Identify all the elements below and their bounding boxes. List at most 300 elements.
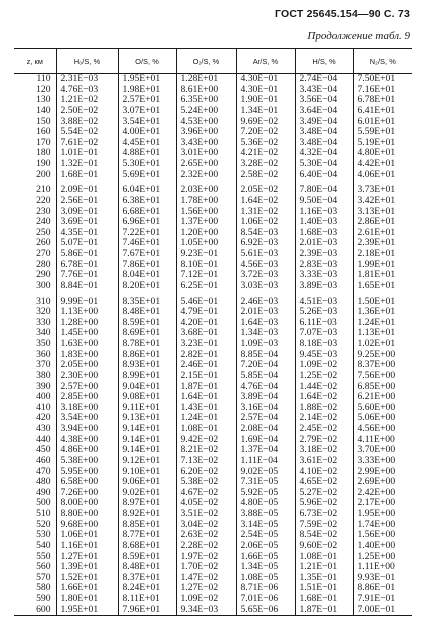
value-cell: 1.24E+01 bbox=[353, 318, 412, 329]
value-cell: 5.07E−01 bbox=[56, 238, 118, 249]
value-cell: 5.86E−01 bbox=[56, 249, 118, 260]
table-head bbox=[14, 49, 412, 74]
value-cell: 6.01E+01 bbox=[353, 117, 412, 128]
value-cell: 4.76E−03 bbox=[56, 85, 118, 96]
value-cell: 6.11E−03 bbox=[295, 318, 353, 329]
value-cell: 3.69E−01 bbox=[56, 217, 118, 228]
value-cell: 1.40E−03 bbox=[295, 217, 353, 228]
value-cell: 1.28E+01 bbox=[176, 74, 236, 85]
value-cell: 1.64E−02 bbox=[236, 196, 295, 207]
altitude-cell: 230 bbox=[36, 206, 51, 217]
value-cell: 2.86E+01 bbox=[353, 217, 412, 228]
data-table bbox=[14, 48, 412, 616]
value-cell: 6.68E+01 bbox=[118, 207, 176, 218]
column-header: O/S, % bbox=[118, 49, 176, 74]
value-cell: 2.30E+00 bbox=[56, 371, 118, 382]
value-cell: 2.85E+00 bbox=[56, 392, 118, 403]
value-cell: 2.09E−01 bbox=[56, 185, 118, 196]
table-row bbox=[14, 307, 412, 318]
value-cell: 8.78E+01 bbox=[118, 339, 176, 350]
value-cell: 2.31E−03 bbox=[56, 74, 118, 85]
value-cell: 4.76E−04 bbox=[236, 382, 295, 393]
value-cell: 2.45E−02 bbox=[295, 424, 353, 435]
value-cell: 4.56E+00 bbox=[353, 424, 412, 435]
value-cell: 1.08E−01 bbox=[176, 424, 236, 435]
value-cell: 8.48E+01 bbox=[118, 307, 176, 318]
value-cell: 4.20E−01 bbox=[176, 318, 236, 329]
value-cell: 6.25E−01 bbox=[176, 281, 236, 292]
value-cell: 6.85E+00 bbox=[353, 382, 412, 393]
table-row bbox=[14, 456, 412, 467]
value-cell: 1.90E−01 bbox=[236, 95, 295, 106]
value-cell: 1.01E−01 bbox=[56, 148, 118, 159]
value-cell: 4.05E−02 bbox=[176, 498, 236, 509]
value-cell: 8.10E−01 bbox=[176, 260, 236, 271]
value-cell: 4.79E−01 bbox=[176, 307, 236, 318]
value-cell: 2.18E+01 bbox=[353, 249, 412, 260]
value-cell: 1.09E−02 bbox=[295, 360, 353, 371]
value-cell: 1.81E+01 bbox=[353, 270, 412, 281]
altitude-cell: 320 bbox=[36, 307, 51, 318]
altitude-cell: 470 bbox=[36, 466, 51, 477]
value-cell: 1.39E+01 bbox=[56, 562, 118, 573]
value-cell: 7.61E−02 bbox=[56, 138, 118, 149]
value-cell: 6.04E+01 bbox=[118, 185, 176, 196]
altitude-cell: 510 bbox=[36, 509, 51, 519]
value-cell: 2.05E+00 bbox=[56, 360, 118, 371]
altitude-cell: 120 bbox=[36, 84, 51, 95]
table-body bbox=[14, 74, 412, 616]
value-cell: 7.07E−03 bbox=[295, 328, 353, 339]
value-cell: 3.13E+01 bbox=[353, 207, 412, 218]
value-cell: 2.58E−02 bbox=[236, 170, 295, 181]
value-cell: 1.70E−02 bbox=[176, 562, 236, 573]
value-cell: 8.00E+00 bbox=[56, 498, 118, 509]
value-cell: 9.45E−03 bbox=[295, 350, 353, 361]
value-cell: 4.30E−01 bbox=[236, 74, 295, 85]
value-cell: 8.20E+01 bbox=[118, 281, 176, 292]
value-cell: 4.56E−03 bbox=[236, 260, 295, 271]
value-cell: 4.45E+01 bbox=[118, 138, 176, 149]
value-cell: 4.00E+01 bbox=[118, 127, 176, 138]
value-cell: 6.73E−02 bbox=[295, 509, 353, 520]
value-cell: 3.33E+00 bbox=[353, 456, 412, 467]
standard-header: ГОСТ 25645.154—90 С. 73 bbox=[274, 8, 410, 20]
value-cell: 1.78E+00 bbox=[176, 196, 236, 207]
table-row bbox=[14, 297, 412, 308]
value-cell: 9.23E−01 bbox=[176, 249, 236, 260]
altitude-cell: 180 bbox=[36, 148, 51, 159]
value-cell: 4.30E−01 bbox=[236, 85, 295, 96]
value-cell: 8.92E+01 bbox=[118, 509, 176, 520]
value-cell: 1.11E−04 bbox=[236, 456, 295, 467]
value-cell: 9.25E+00 bbox=[353, 350, 412, 361]
value-cell: 4.32E−04 bbox=[295, 148, 353, 159]
table-row bbox=[14, 583, 412, 594]
value-cell: 1.44E−02 bbox=[295, 382, 353, 393]
table-row bbox=[14, 159, 412, 170]
table-row bbox=[14, 281, 412, 292]
value-cell: 1.31E−02 bbox=[236, 207, 295, 218]
table-row bbox=[14, 573, 412, 584]
value-cell: 9.14E+01 bbox=[118, 435, 176, 446]
altitude-cell: 150 bbox=[36, 116, 51, 127]
value-cell: 5.96E−02 bbox=[295, 498, 353, 509]
altitude-cell: 430 bbox=[36, 424, 51, 434]
value-cell: 1.65E+01 bbox=[353, 281, 412, 292]
value-cell: 3.56E−04 bbox=[295, 95, 353, 106]
table-row bbox=[14, 106, 412, 117]
value-cell: 7.22E+01 bbox=[118, 228, 176, 239]
value-cell: 1.20E+00 bbox=[176, 228, 236, 239]
value-cell: 1.51E−01 bbox=[295, 583, 353, 594]
table-row bbox=[14, 562, 412, 573]
value-cell: 3.89E−03 bbox=[295, 281, 353, 292]
value-cell: 7.12E−01 bbox=[176, 270, 236, 281]
value-cell: 1.97E−02 bbox=[176, 552, 236, 563]
table-row bbox=[14, 392, 412, 403]
value-cell: 2.39E−03 bbox=[295, 249, 353, 260]
altitude-cell: 580 bbox=[36, 583, 51, 594]
value-cell: 1.64E−02 bbox=[295, 392, 353, 403]
value-cell: 1.37E−04 bbox=[236, 445, 295, 456]
value-cell: 5.60E+00 bbox=[353, 403, 412, 414]
value-cell: 1.28E+00 bbox=[56, 318, 118, 329]
value-cell: 7.20E−04 bbox=[236, 360, 295, 371]
value-cell: 3.49E−04 bbox=[295, 117, 353, 128]
altitude-cell: 370 bbox=[36, 360, 51, 371]
value-cell: 3.88E−02 bbox=[56, 117, 118, 128]
value-cell: 2.99E+00 bbox=[353, 467, 412, 478]
value-cell: 8.24E+01 bbox=[118, 583, 176, 594]
value-cell: 1.68E−01 bbox=[56, 170, 118, 181]
value-cell: 1.64E−01 bbox=[176, 392, 236, 403]
altitude-cell: 290 bbox=[36, 270, 51, 281]
value-cell: 8.80E+00 bbox=[56, 509, 118, 520]
table-continuation-label: Продолжение табл. 9 bbox=[307, 30, 410, 42]
value-cell: 1.56E+00 bbox=[176, 207, 236, 218]
table-row bbox=[14, 170, 412, 181]
value-cell: 8.48E+01 bbox=[118, 562, 176, 573]
value-cell: 2.15E−01 bbox=[176, 371, 236, 382]
column-header: Ar/S, % bbox=[236, 49, 295, 74]
value-cell: 2.14E−02 bbox=[295, 413, 353, 424]
value-cell: 4.80E−05 bbox=[236, 498, 295, 509]
value-cell: 1.34E−03 bbox=[236, 328, 295, 339]
altitude-cell: 410 bbox=[36, 402, 51, 413]
value-cell: 9.93E−01 bbox=[353, 573, 412, 584]
value-cell: 8.85E−04 bbox=[236, 350, 295, 361]
value-cell: 4.42E+01 bbox=[353, 159, 412, 170]
table-row bbox=[14, 95, 412, 106]
value-cell: 4.65E−02 bbox=[295, 477, 353, 488]
value-cell: 2.01E−03 bbox=[236, 307, 295, 318]
value-cell: 1.34E−01 bbox=[236, 106, 295, 117]
altitude-cell: 500 bbox=[36, 498, 51, 509]
altitude-cell: 300 bbox=[36, 280, 51, 291]
altitude-cell: 340 bbox=[36, 328, 51, 339]
value-cell: 1.21E−02 bbox=[56, 95, 118, 106]
value-cell: 1.68E−01 bbox=[295, 594, 353, 605]
value-cell: 8.61E+00 bbox=[176, 85, 236, 96]
value-cell: 1.16E−03 bbox=[295, 207, 353, 218]
value-cell: 8.84E−01 bbox=[56, 281, 118, 292]
altitude-cell: 310 bbox=[36, 296, 51, 307]
value-cell: 3.16E−04 bbox=[236, 403, 295, 414]
value-cell: 7.13E−02 bbox=[176, 456, 236, 467]
table-row bbox=[14, 498, 412, 509]
value-cell: 2.57E−04 bbox=[236, 413, 295, 424]
value-cell: 6.58E+00 bbox=[56, 477, 118, 488]
value-cell: 2.32E+00 bbox=[176, 170, 236, 181]
altitude-cell: 200 bbox=[36, 169, 51, 180]
value-cell: 3.64E−04 bbox=[295, 106, 353, 117]
value-cell: 3.48E−04 bbox=[295, 138, 353, 149]
value-cell: 9.60E−02 bbox=[295, 541, 353, 552]
table-row bbox=[14, 605, 412, 616]
value-cell: 1.34E−05 bbox=[236, 562, 295, 573]
altitude-cell: 210 bbox=[36, 185, 51, 196]
value-cell: 3.33E−03 bbox=[295, 270, 353, 281]
value-cell: 3.18E−02 bbox=[295, 445, 353, 456]
value-cell: 1.74E+00 bbox=[353, 520, 412, 531]
altitude-cell: 280 bbox=[36, 259, 51, 270]
value-cell: 4.51E−03 bbox=[295, 297, 353, 308]
value-cell: 4.21E−02 bbox=[236, 148, 295, 159]
column-header: O₂/S, % bbox=[176, 49, 236, 74]
value-cell: 6.38E+01 bbox=[118, 196, 176, 207]
value-cell: 2.54E−05 bbox=[236, 530, 295, 541]
table-row bbox=[14, 403, 412, 414]
value-cell: 8.37E+01 bbox=[118, 573, 176, 584]
value-cell: 7.31E−05 bbox=[236, 477, 295, 488]
value-cell: 1.68E−03 bbox=[295, 228, 353, 239]
value-cell: 5.06E+00 bbox=[353, 413, 412, 424]
altitude-cell: 350 bbox=[36, 339, 51, 349]
value-cell: 1.87E−01 bbox=[176, 382, 236, 393]
table-row bbox=[14, 318, 412, 329]
value-cell: 2.50E−02 bbox=[56, 106, 118, 117]
column-header: z, км bbox=[14, 49, 56, 74]
value-cell: 7.96E+01 bbox=[118, 605, 176, 616]
value-cell: 2.46E−03 bbox=[236, 297, 295, 308]
value-cell: 5.85E−04 bbox=[236, 371, 295, 382]
value-cell: 3.23E−01 bbox=[176, 339, 236, 350]
value-cell: 7.00E−01 bbox=[353, 605, 412, 616]
value-cell: 1.06E−02 bbox=[236, 217, 295, 228]
value-cell: 5.30E−04 bbox=[295, 159, 353, 170]
altitude-cell: 490 bbox=[36, 487, 51, 498]
altitude-cell: 330 bbox=[36, 317, 51, 328]
value-cell: 8.86E+01 bbox=[118, 350, 176, 361]
value-cell: 8.59E+01 bbox=[118, 318, 176, 329]
value-cell: 2.05E−02 bbox=[236, 185, 295, 196]
value-cell: 8.35E+01 bbox=[118, 297, 176, 308]
value-cell: 2.69E+00 bbox=[353, 477, 412, 488]
value-cell: 1.08E−01 bbox=[295, 552, 353, 563]
value-cell: 4.38E+00 bbox=[56, 435, 118, 446]
value-cell: 2.79E−02 bbox=[295, 435, 353, 446]
value-cell: 3.54E+01 bbox=[118, 117, 176, 128]
table-row bbox=[14, 435, 412, 446]
value-cell: 7.80E−04 bbox=[295, 185, 353, 196]
value-cell: 1.21E−01 bbox=[295, 562, 353, 573]
value-cell: 5.38E−02 bbox=[176, 477, 236, 488]
value-cell: 7.20E−02 bbox=[236, 127, 295, 138]
altitude-cell: 110 bbox=[36, 73, 51, 84]
altitude-cell: 140 bbox=[36, 105, 51, 116]
value-cell: 6.35E+00 bbox=[176, 95, 236, 106]
value-cell: 7.26E+00 bbox=[56, 488, 118, 499]
value-cell: 9.02E−05 bbox=[236, 467, 295, 478]
value-cell: 7.46E+01 bbox=[118, 238, 176, 249]
value-cell: 6.21E+00 bbox=[353, 392, 412, 403]
value-cell: 7.56E+00 bbox=[353, 371, 412, 382]
altitude-cell: 480 bbox=[36, 477, 51, 488]
value-cell: 3.51E−02 bbox=[176, 509, 236, 520]
value-cell: 2.65E+00 bbox=[176, 159, 236, 170]
value-cell: 4.67E−02 bbox=[176, 488, 236, 499]
table-row bbox=[14, 238, 412, 249]
altitude-cell: 170 bbox=[36, 137, 51, 148]
value-cell: 1.37E+00 bbox=[176, 217, 236, 228]
value-cell: 3.61E−02 bbox=[295, 456, 353, 467]
value-cell: 1.63E+00 bbox=[56, 339, 118, 350]
table-row bbox=[14, 127, 412, 138]
value-cell: 9.13E+01 bbox=[118, 413, 176, 424]
value-cell: 5.27E−02 bbox=[295, 488, 353, 499]
value-cell: 1.95E+01 bbox=[56, 605, 118, 616]
table-row bbox=[14, 207, 412, 218]
value-cell: 9.02E+01 bbox=[118, 488, 176, 499]
altitude-cell: 540 bbox=[36, 540, 51, 551]
value-cell: 3.70E+00 bbox=[353, 445, 412, 456]
value-cell: 1.11E+00 bbox=[353, 562, 412, 573]
altitude-cell: 560 bbox=[36, 562, 51, 573]
value-cell: 9.69E−02 bbox=[236, 117, 295, 128]
value-cell: 7.67E+01 bbox=[118, 249, 176, 260]
altitude-cell: 570 bbox=[36, 572, 51, 583]
altitude-cell: 270 bbox=[36, 249, 51, 259]
table-row bbox=[14, 148, 412, 159]
table-row bbox=[14, 552, 412, 563]
value-cell: 7.01E−06 bbox=[236, 594, 295, 605]
value-cell: 6.96E+01 bbox=[118, 217, 176, 228]
value-cell: 2.74E−04 bbox=[295, 74, 353, 85]
altitude-cell: 420 bbox=[36, 413, 51, 424]
value-cell: 9.42E−02 bbox=[176, 435, 236, 446]
value-cell: 7.76E−01 bbox=[56, 270, 118, 281]
table-row bbox=[14, 520, 412, 531]
value-cell: 5.36E−02 bbox=[236, 138, 295, 149]
table-row bbox=[14, 249, 412, 260]
value-cell: 1.25E+00 bbox=[353, 552, 412, 563]
value-cell: 8.97E+01 bbox=[118, 498, 176, 509]
value-cell: 1.40E+00 bbox=[353, 541, 412, 552]
value-cell: 8.54E−03 bbox=[236, 228, 295, 239]
value-cell: 1.13E+00 bbox=[56, 307, 118, 318]
value-cell: 1.32E−01 bbox=[56, 159, 118, 170]
value-cell: 5.54E−02 bbox=[56, 127, 118, 138]
value-cell: 1.47E−02 bbox=[176, 573, 236, 584]
value-cell: 3.43E−04 bbox=[295, 85, 353, 96]
value-cell: 9.34E−03 bbox=[176, 605, 236, 616]
table-row bbox=[14, 185, 412, 196]
value-cell: 3.73E+01 bbox=[353, 185, 412, 196]
column-header: N₂/S, % bbox=[353, 49, 412, 74]
value-cell: 1.43E−01 bbox=[176, 403, 236, 414]
value-cell: 3.48E−04 bbox=[295, 127, 353, 138]
value-cell: 3.18E+00 bbox=[56, 403, 118, 414]
value-cell: 4.35E−01 bbox=[56, 228, 118, 239]
value-cell: 3.04E−02 bbox=[176, 520, 236, 531]
altitude-cell: 460 bbox=[36, 455, 51, 466]
value-cell: 8.37E+00 bbox=[353, 360, 412, 371]
value-cell: 9.14E+01 bbox=[118, 424, 176, 435]
table-row bbox=[14, 477, 412, 488]
value-cell: 6.20E−02 bbox=[176, 467, 236, 478]
value-cell: 8.69E+01 bbox=[118, 328, 176, 339]
value-cell: 5.26E−03 bbox=[295, 307, 353, 318]
value-cell: 8.86E−01 bbox=[353, 583, 412, 594]
value-cell: 5.95E+00 bbox=[56, 467, 118, 478]
table-row bbox=[14, 117, 412, 128]
value-cell: 1.09E−02 bbox=[176, 594, 236, 605]
value-cell: 7.86E+01 bbox=[118, 260, 176, 271]
value-cell: 4.80E+01 bbox=[353, 148, 412, 159]
value-cell: 7.50E+01 bbox=[353, 74, 412, 85]
value-cell: 7.59E−02 bbox=[295, 520, 353, 531]
value-cell: 9.11E+01 bbox=[118, 403, 176, 414]
table-row bbox=[14, 228, 412, 239]
table-row bbox=[14, 270, 412, 281]
value-cell: 3.01E+00 bbox=[176, 148, 236, 159]
altitude-cell: 250 bbox=[36, 227, 51, 238]
value-cell: 1.98E+01 bbox=[118, 85, 176, 96]
table-row bbox=[14, 85, 412, 96]
value-cell: 9.04E+01 bbox=[118, 382, 176, 393]
value-cell: 8.71E−06 bbox=[236, 583, 295, 594]
value-cell: 8.04E+01 bbox=[118, 270, 176, 281]
value-cell: 6.78E+01 bbox=[353, 95, 412, 106]
value-cell: 4.11E+00 bbox=[353, 435, 412, 446]
table-row bbox=[14, 530, 412, 541]
value-cell: 9.06E+01 bbox=[118, 477, 176, 488]
table-row bbox=[14, 217, 412, 228]
value-cell: 8.99E+01 bbox=[118, 371, 176, 382]
table-row bbox=[14, 260, 412, 271]
table-row bbox=[14, 413, 412, 424]
value-cell: 1.27E−02 bbox=[176, 583, 236, 594]
value-cell: 8.85E+01 bbox=[118, 520, 176, 531]
altitude-cell: 190 bbox=[36, 159, 51, 169]
value-cell: 2.57E+00 bbox=[56, 382, 118, 393]
value-cell: 2.83E−03 bbox=[295, 260, 353, 271]
value-cell: 1.95E+01 bbox=[118, 74, 176, 85]
value-cell: 8.11E+01 bbox=[118, 594, 176, 605]
value-cell: 2.82E−01 bbox=[176, 350, 236, 361]
value-cell: 6.78E−01 bbox=[56, 260, 118, 271]
value-cell: 4.88E+01 bbox=[118, 148, 176, 159]
altitude-cell: 160 bbox=[36, 127, 51, 138]
value-cell: 3.72E−03 bbox=[236, 270, 295, 281]
value-cell: 5.61E−03 bbox=[236, 249, 295, 260]
value-cell: 1.64E−03 bbox=[236, 318, 295, 329]
table-row bbox=[14, 488, 412, 499]
value-cell: 2.08E−04 bbox=[236, 424, 295, 435]
altitude-cell: 600 bbox=[14, 605, 56, 616]
table-row bbox=[14, 445, 412, 456]
